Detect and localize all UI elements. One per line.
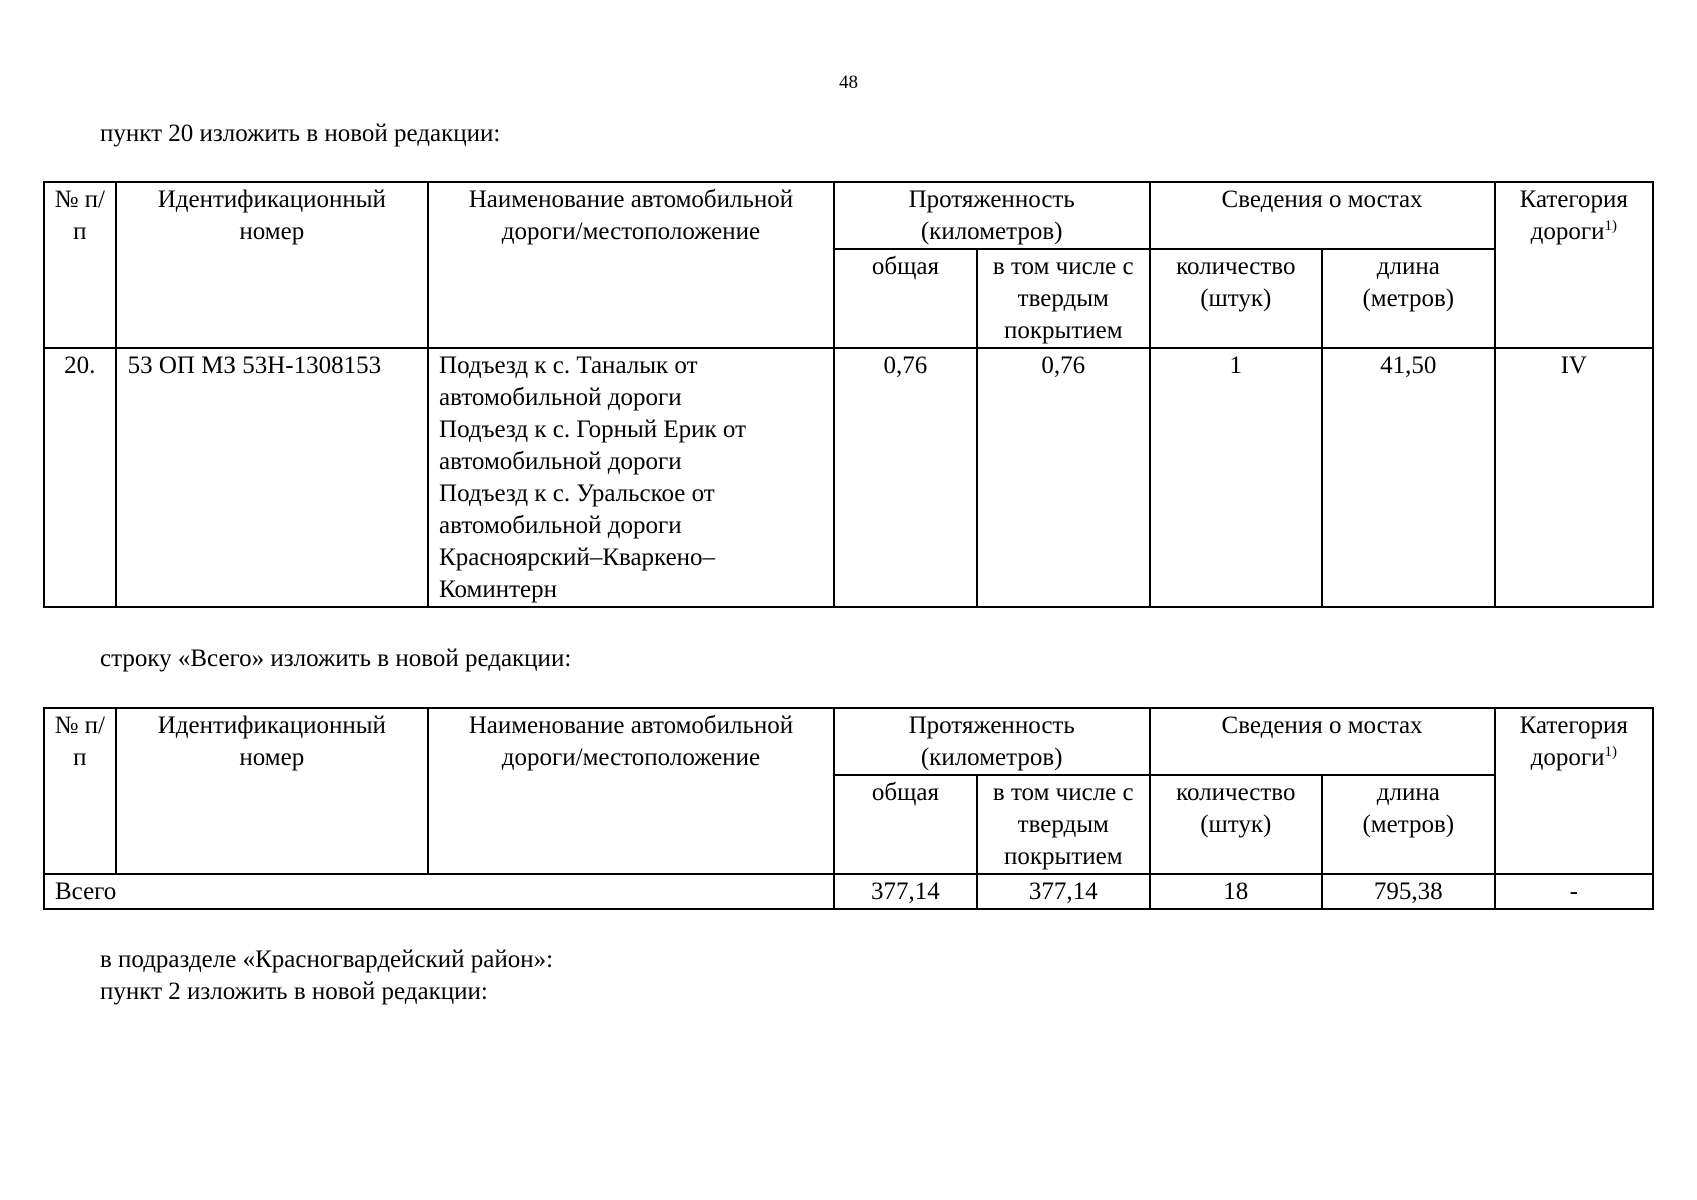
header-bridge-length: длина (метров) [1322, 249, 1495, 348]
name-line: автомобильной дороги [439, 384, 682, 411]
paragraph-subsection: в подразделе «Красногвардейский район»: [100, 946, 554, 973]
header-count: количество (штук) [1150, 249, 1323, 348]
page-number: 48 [839, 72, 858, 93]
header-paved: в том числе с твердым покрытием [977, 249, 1150, 348]
name-line: Коминтерн [439, 576, 557, 603]
header-count: количество (штук) [1150, 775, 1323, 874]
total-bridge-count: 18 [1150, 874, 1323, 909]
name-line: автомобильной дороги [439, 512, 682, 539]
header-bridges: Сведения о мостах [1150, 182, 1495, 249]
total-paved: 377,14 [977, 874, 1150, 909]
paragraph-item-2-intro: пункт 2 изложить в новой редакции: [100, 978, 488, 1005]
cell-bridge-length: 41,50 [1322, 348, 1495, 607]
total-category: - [1495, 874, 1653, 909]
header-total: общая [834, 249, 977, 348]
header-id: Идентификационный номер [116, 182, 428, 348]
header-category [1495, 182, 1653, 348]
header-paved: в том числе с твердым покрытием [977, 775, 1150, 874]
header-bridges: Сведения о мостах [1150, 708, 1495, 775]
header-total: общая [834, 775, 977, 874]
paragraph-item-20-intro: пункт 20 изложить в новой редакции: [100, 120, 501, 147]
cell-num: 20. [44, 348, 116, 607]
total-length: 377,14 [834, 874, 977, 909]
cell-total: 0,76 [834, 348, 977, 607]
name-line: автомобильной дороги [439, 448, 682, 475]
header-id: Идентификационный номер [116, 708, 428, 874]
table-row [44, 348, 1653, 607]
footnote-marker: 1) [1604, 218, 1617, 234]
total-label: Всего [44, 874, 834, 909]
table-row-total [44, 874, 1653, 909]
header-num: № п/п [44, 182, 116, 348]
name-line: Подъезд к с. Таналык от [439, 352, 698, 379]
cell-id: 53 ОП МЗ 53Н-1308153 [116, 348, 428, 607]
header-name: Наименование автомобильной дороги/местоположение [428, 182, 834, 348]
name-line: Подъезд к с. Уральское от [439, 480, 715, 507]
road-table-total [43, 707, 1654, 910]
road-table-item-20 [43, 181, 1654, 608]
header-bridge-length: длина (метров) [1322, 775, 1495, 874]
header-name: Наименование автомобильной дороги/местоположение [428, 708, 834, 874]
header-length: Протяженность (километров) [834, 182, 1150, 249]
header-length: Протяженность (километров) [834, 708, 1150, 775]
cell-category: IV [1495, 348, 1653, 607]
cell-count: 1 [1150, 348, 1323, 607]
total-bridge-length: 795,38 [1322, 874, 1495, 909]
paragraph-total-intro: строку «Всего» изложить в новой редакции: [100, 645, 572, 672]
header-category-label: Категория дороги [1519, 186, 1628, 245]
footnote-marker: 1) [1604, 744, 1617, 760]
cell-paved: 0,76 [977, 348, 1150, 607]
header-category-label: Категория дороги [1519, 712, 1628, 771]
cell-name [428, 348, 834, 607]
name-line: Подъезд к с. Горный Ерик от [439, 416, 747, 443]
name-line: Красноярский–Кваркено– [439, 544, 716, 571]
header-num: № п/п [44, 708, 116, 874]
header-category [1495, 708, 1653, 874]
